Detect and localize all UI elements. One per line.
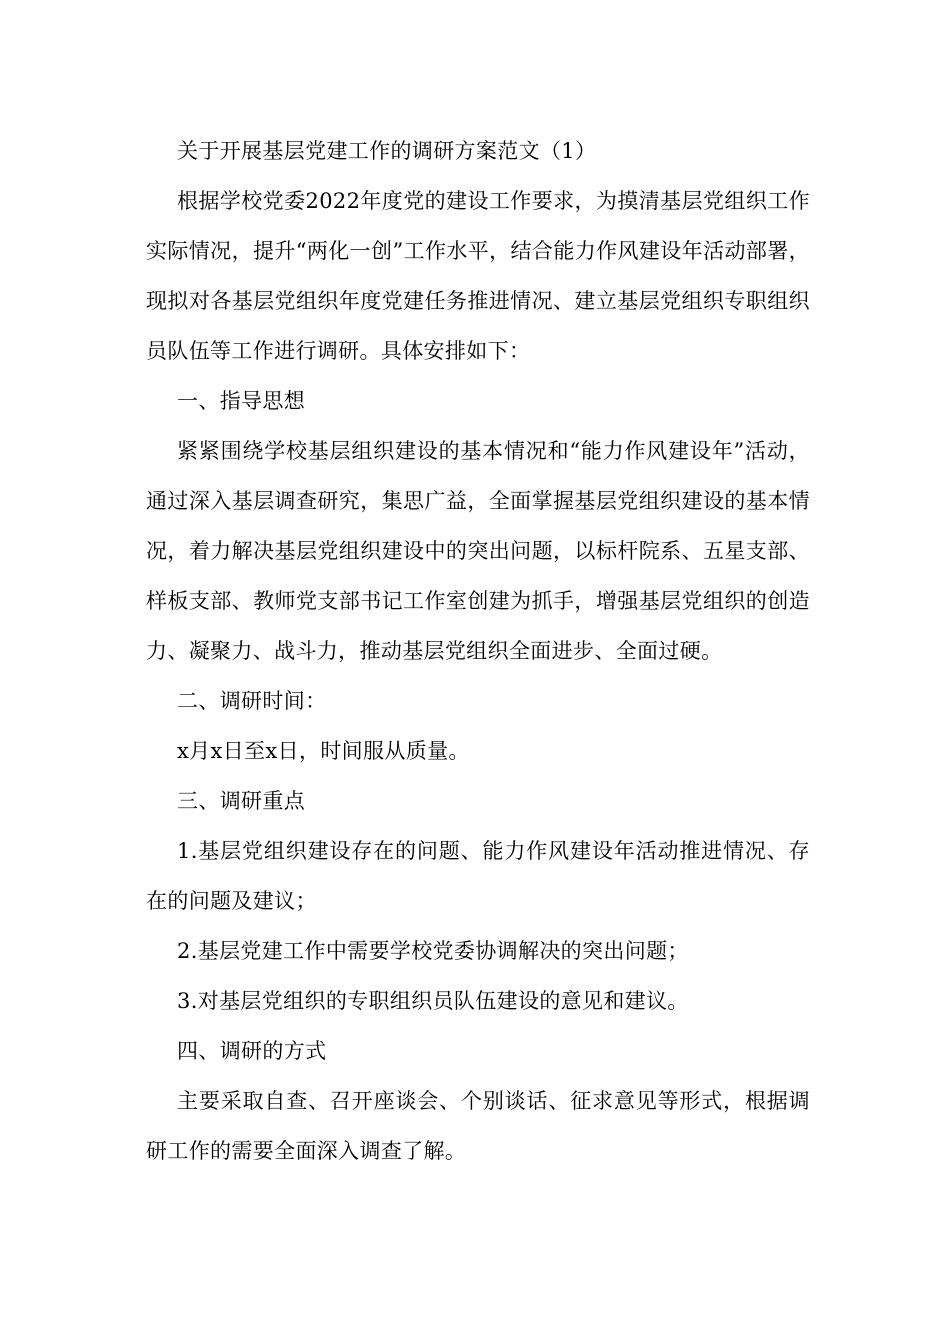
paragraph-research-method: 主要采取自查、召开座谈会、个别谈话、征求意见等形式，根据调研工作的需要全面深入调查了解。 [146,1089,810,1163]
heading-guiding-ideology: 一、指导思想 [177,389,306,413]
document-title: 关于开展基层党建工作的调研方案范文（1） [177,139,597,163]
document-page [146,126,810,1176]
heading-research-focus: 三、调研重点 [177,789,306,813]
focus-item-3: 3.对基层党组织的专职组织员队伍建设的意见和建议。 [177,989,689,1013]
heading-research-time: 二、调研时间： [177,689,327,713]
heading-research-method: 四、调研的方式 [177,1039,327,1063]
paragraph-guiding-ideology: 紧紧围绕学校基层组织建设的基本情况和“能力作风建设年”活动，通过深入基层调查研究，集思广益，全面掌握基层党组织建设的基本情况，着力解决基层党组织建设中的突出问题，以标杆院系、五星支部、样板支部、教师党支部书记工作室创建为抓手，增强基层党组织的创造力、凝聚力、战斗力，推动基层党组织全面进步、全面过硬。 [146,439,810,663]
paragraph-research-time: x月x日至x日，时间服从质量。 [177,739,470,763]
paragraph-intro: 根据学校党委2022年度党的建设工作要求，为摸清基层党组织工作实际情况，提升“两化一创”工作水平，结合能力作风建设年活动部署，现拟对各基层党组织年度党建任务推进情况、建立基层党组织专职组织员队伍等工作进行调研。具体安排如下： [146,189,810,363]
focus-item-2: 2.基层党建工作中需要学校党委协调解决的突出问题； [177,939,689,963]
focus-item-1: 1.基层党组织建设存在的问题、能力作风建设年活动推进情况、存在的问题及建议； [146,839,810,913]
